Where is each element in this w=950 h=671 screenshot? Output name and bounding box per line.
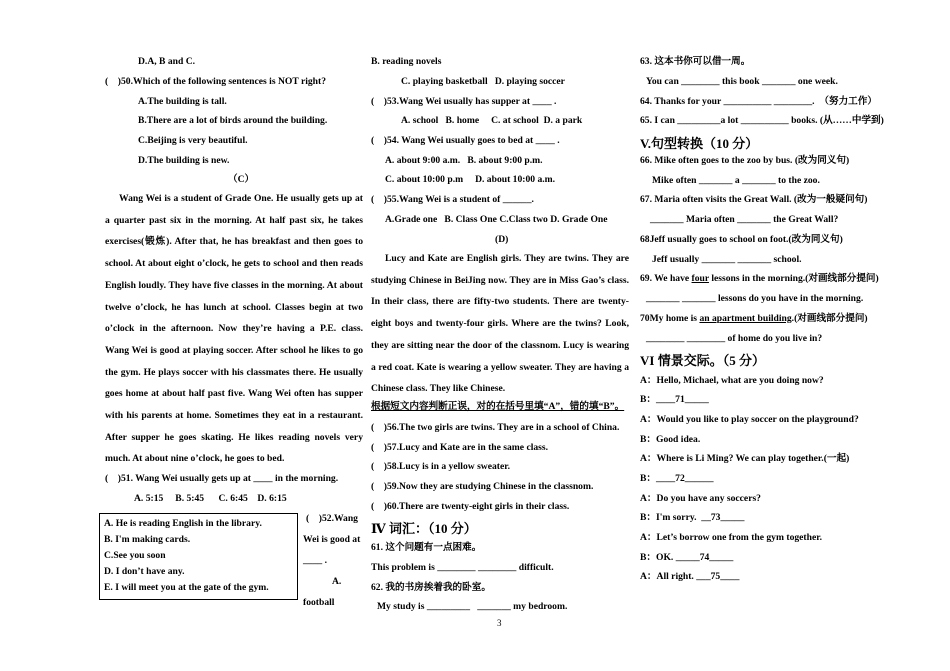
- q69-prefix: 69. We have: [640, 273, 692, 284]
- question-61-english: This problem is ________ ________ difficult.: [371, 562, 554, 573]
- q50-option-b: B.There are a lot of birds around the building.: [138, 115, 328, 126]
- question-62-english: My study is _________ _______ my bedroom.: [377, 601, 568, 612]
- q69-underlined: four: [691, 273, 709, 284]
- section-6-title: VI 情景交际。（5 分）: [640, 353, 765, 368]
- q50-option-a: A.The building is tall.: [138, 96, 227, 107]
- dialog-line-3: A：Would you like to play soccer on the playground?: [640, 414, 859, 425]
- question-50: ( )50.Which of the following sentences is NOT right?: [105, 76, 327, 87]
- page-number: 3: [497, 618, 502, 628]
- q54-options-cd: C. about 10:00 p.m D. about 10:00 a.m.: [385, 174, 556, 185]
- q49-option-d: D.A, B and C.: [138, 56, 196, 67]
- question-70-answer: ________ ________ of home do you live in?: [646, 333, 823, 344]
- question-68-answer: Jeff usually _______ _______ school.: [652, 254, 802, 265]
- question-60: ( )60.There are twenty-eight girls in their class.: [371, 501, 570, 512]
- question-55: ( )55.Wang Wei is a student of ______.: [371, 194, 534, 205]
- question-63-english: You can ________ this book _______ one week.: [646, 76, 838, 87]
- q70-suffix: .(对画线部分提问): [791, 313, 868, 324]
- dialog-options-box: [99, 513, 298, 600]
- q52-option-b: B. reading novels: [371, 56, 442, 67]
- question-68: 68Jeff usually goes to school on foot.(改为同义句): [640, 234, 843, 245]
- q51-options: A. 5:15 B. 5:45 C. 6:45 D. 6:15: [134, 493, 287, 504]
- q52-options-cd: C. playing basketball D. playing soccer: [401, 76, 565, 87]
- dialog-line-11: A：All right. ___75____: [640, 571, 740, 582]
- dialog-option-e: E. I will meet you at the gate of the gym.: [104, 582, 269, 593]
- dialog-option-d: D. I don’t have any.: [104, 566, 185, 577]
- question-53: ( )53.Wang Wei usually has supper at ____ .: [371, 96, 557, 107]
- section-5-title: V.句型转换（10 分）: [640, 136, 759, 151]
- dialog-line-5: A：Where is Li Ming? We can play together.(一起): [640, 453, 850, 464]
- dialog-line-4: B：Good idea.: [640, 434, 701, 445]
- q52-option-a-text: football: [303, 597, 335, 608]
- question-67-answer: _______ Maria often _______ the Great Wall?: [650, 214, 839, 225]
- dialog-option-a: A. He is reading English in the library.: [104, 518, 262, 529]
- dialog-line-1: A：Hello, Michael, what are you doing now?: [640, 375, 824, 386]
- question-59: ( )59.Now they are studying Chinese in the classnom.: [371, 481, 594, 492]
- dialog-option-c: C.See you soon: [104, 550, 166, 561]
- dialog-line-6: B：____72______: [640, 473, 714, 484]
- question-69: [640, 273, 879, 285]
- question-56: ( )56.The two girls are twins. They are in a school of China.: [371, 422, 620, 433]
- q70-prefix: 70My home is: [640, 313, 700, 324]
- passage-c: Wang Wei is a student of Grade One. He usually gets up at a quarter past six in the morning. At half past six, he takes exercises(锻炼). After that, he has breakfast and then goes to school. At about eight o’clock, he gets to school and then reads English loudly. They have five classes in the morning. At about twelve o’clock, he has lunch at school. Classes begin at two o’clock in the afternoon. Now they’re having a P.E. class. Wang Wei is good at playing soccer. After school he likes to go the gym. He plays soccer with his classmates there. He usually goes home at about half past five. Wang Wei often has supper with his parents at home. Sometimes they eat in a restaurant. After supper he goes skating. He likes reading novels very much. At about nine o’clock, he goes to bed.: [105, 193, 363, 465]
- question-67: 67. Maria often visits the Great Wall. (改为一般疑问句): [640, 194, 868, 205]
- question-66: 66. Mike often goes to the zoo by bus. (改为同义句): [640, 155, 850, 166]
- question-54: ( )54. Wang Wei usually goes to bed at ____ .: [371, 135, 560, 146]
- q54-options-ab: A. about 9:00 a.m. B. about 9:00 p.m.: [385, 155, 543, 166]
- question-62-chinese: 62. 我的书房挨着我的卧室。: [371, 582, 491, 593]
- question-66-answer: Mike often _______ a _______ to the zoo.: [652, 175, 820, 186]
- dialog-line-2: B：____71_____: [640, 394, 709, 405]
- dialog-line-9: A：Let’s borrow one from the gym together.: [640, 532, 822, 543]
- question-69-answer: _______ _______ lessons do you have in the morning.: [646, 293, 864, 304]
- passage-c-label: （C）: [228, 174, 255, 185]
- dialog-line-10: B：OK. _____74_____: [640, 552, 734, 563]
- question-52-part2: Wei is good at: [303, 534, 361, 545]
- passage-d-label: (D): [495, 234, 509, 245]
- question-64: 64. Thanks for your __________ ________. （努力工作）: [640, 96, 877, 107]
- passage-d: Lucy and Kate are English girls. They are twins. They are studying Chinese in BeiJing now. They are in Miss Gao’s class. In their class, there are fifty-two students. There are twenty-eight boys and twenty-four girls. Where are the twins? Look, they are sitting near the door of the classnom. Lucy is wearing a red coat. Kate is wearing a yellow sweater. They are having a Chinese class. They like Chinese.: [371, 253, 629, 395]
- q53-options: A. school B. home C. at school D. a park: [401, 115, 583, 126]
- q55-options: A.Grade one B. Class One C.Class two D. Grade One: [385, 214, 608, 225]
- question-52-part3: ____ .: [303, 555, 327, 566]
- q70-underlined: an apartment building: [699, 313, 792, 324]
- question-61-chinese: 61. 这个问题有一点困难。: [371, 542, 482, 553]
- dialog-line-8: B：I'm sorry. __73_____: [640, 512, 745, 523]
- q52-option-a-label: A.: [332, 576, 342, 587]
- section-4-title: Ⅳ 词汇：（10 分）: [371, 521, 477, 536]
- q50-option-d: D.The building is new.: [138, 155, 230, 166]
- question-58: ( )58.Lucy is in a yellow sweater.: [371, 461, 511, 472]
- question-70: [640, 313, 868, 325]
- dialog-option-b: B. I'm making cards.: [104, 534, 191, 545]
- question-57: ( )57.Lucy and Kate are in the same class.: [371, 442, 549, 453]
- question-65: 65. I can _________a lot __________ books. (从……中学到): [640, 115, 884, 126]
- q69-suffix: lessons in the morning.(对画线部分提问): [708, 273, 879, 284]
- question-52-part1: ( )52.Wang: [306, 513, 358, 524]
- dialog-line-7: A：Do you have any soccers?: [640, 493, 761, 504]
- q50-option-c: C.Beijing is very beautiful.: [138, 135, 248, 146]
- question-63-chinese: 63. 这本书你可以借一周。: [640, 56, 751, 67]
- true-false-instruction: 根据短文内容判断正误，对的在括号里填“A”，错的填“B”。: [371, 401, 625, 412]
- question-51: ( )51. Wang Wei usually gets up at ____ in the morning.: [105, 473, 339, 484]
